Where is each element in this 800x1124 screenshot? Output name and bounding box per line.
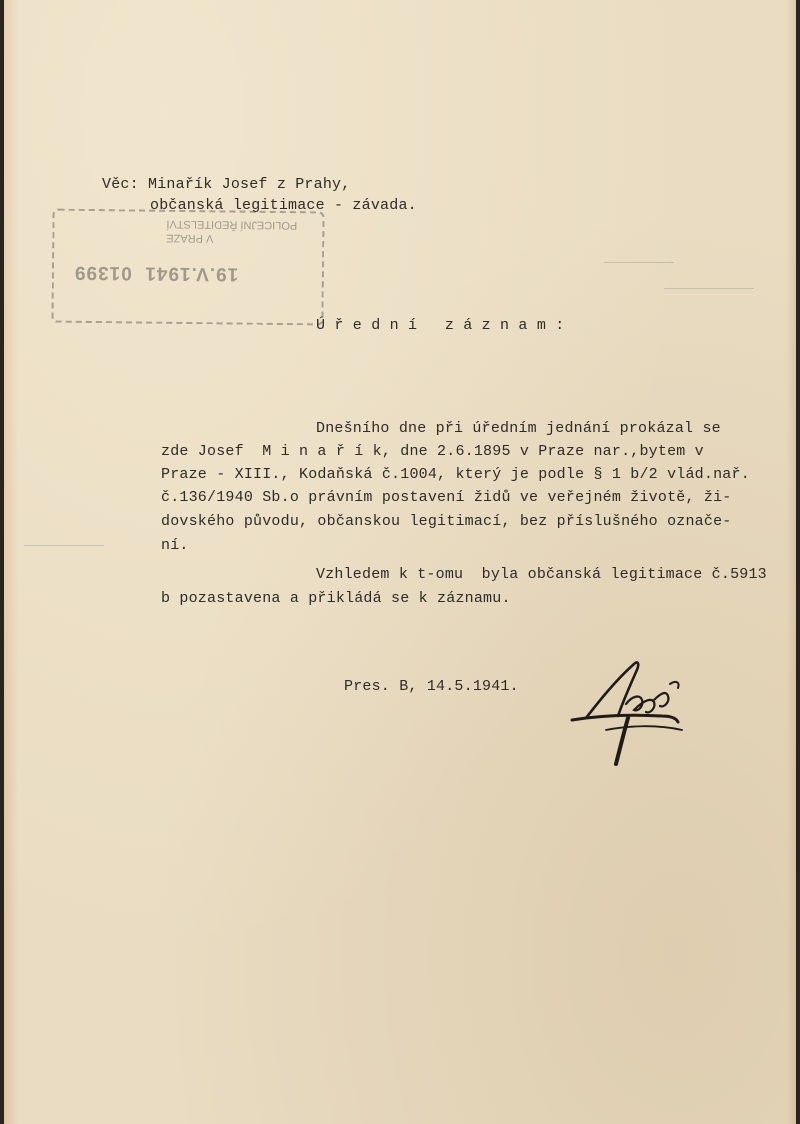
paragraph1-line-5: dovského původu, občanskou legitimací, bez příslušného označe- <box>161 513 732 530</box>
place-and-date: Pres. B, 14.5.1941. <box>344 678 519 695</box>
paragraph2-line-1: Vzhledem k t-omu byla občanská legitimace č.5913 <box>316 566 767 583</box>
paragraph2-line-2: b pozastavena a přikládá se k záznamu. <box>161 590 511 607</box>
stamp-line-1: POLICEJNÍ ŘEDITELSTVÍ <box>166 217 298 232</box>
document-page <box>4 0 796 1124</box>
stamp-line-2: V PRAZE <box>166 231 214 245</box>
handwritten-signature <box>566 660 690 772</box>
paragraph1-line-6: ní. <box>161 537 189 554</box>
faint-ink-mark <box>664 288 754 289</box>
stamp-date-number: 19.V.1941 01399 <box>73 261 239 285</box>
paragraph1-line-1: Dnešního dne při úředním jednání prokázal se <box>316 420 721 437</box>
office-stamp <box>51 209 324 326</box>
paragraph1-line-2: zde Josef M i n a ř í k, dne 2.6.1895 v Praze nar.,bytem v <box>161 443 704 460</box>
subject-line-2: občanská legitimace - závada. <box>150 197 417 214</box>
faint-ink-mark <box>24 545 104 546</box>
subject-line-1: Věc: Minařík Josef z Prahy, <box>102 176 351 193</box>
document-heading: Ú ř e d n í z á z n a m : <box>316 317 565 334</box>
paragraph1-line-4: č.136/1940 Sb.o právním postavení židů ve veřejném životě, ži- <box>161 489 732 506</box>
faint-ink-mark <box>604 262 674 263</box>
paragraph1-line-3: Praze - XIII., Kodaňská č.1004, který je podle § 1 b/2 vlád.nař. <box>161 466 750 483</box>
